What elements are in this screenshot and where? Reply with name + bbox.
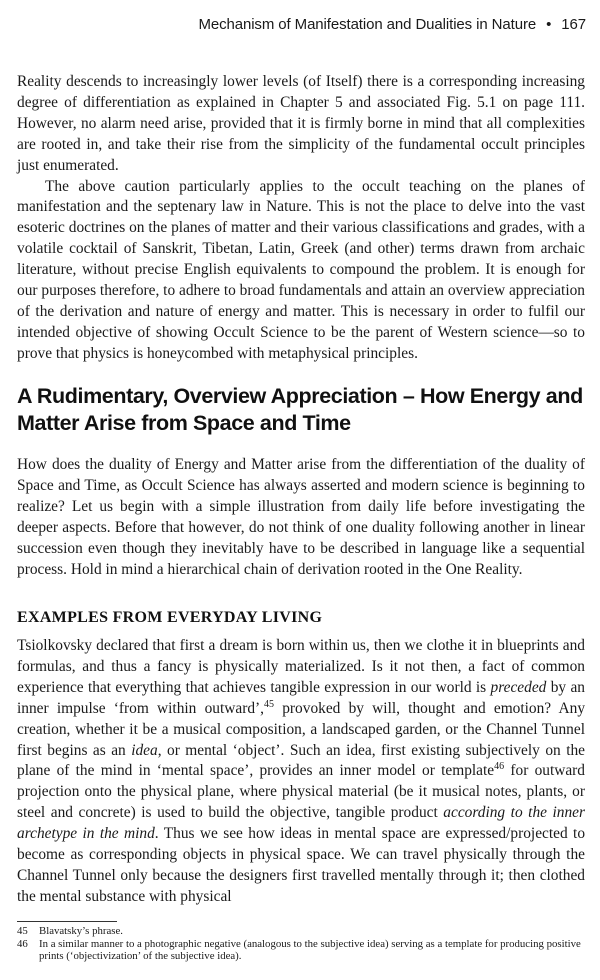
footnote-number: 46 [17,937,28,950]
footnotes [17,925,585,963]
section-intro [17,455,585,580]
opening-paragraphs [17,72,585,365]
footnote-text: Blavatsky’s phrase. [39,925,123,937]
examples-section [17,636,585,908]
running-head-bullet: • [546,16,552,33]
emphasis-idea: idea [131,741,158,759]
paragraph-duality: How does the duality of Energy and Matter arise from the differentiation of the duality of Space and Time, as Occult Science has always asserted and modern science is beginning to realize? Let us begin with a simple illustration from daily life before investigating the deeper aspects. Before that however, do not think of one duality following another in linear succession even though they inevitably have to be described in language like a sequential process. Hold in mind a hierarchical chain of derivation rooted in the One Reality. [17,456,585,578]
emphasis-preceded: preceded [490,678,547,696]
running-header [18,16,586,33]
footnote-divider [17,921,117,922]
paragraph-examples [17,636,585,908]
paragraph-continued: Reality descends to increasingly lower levels (of Itself) there is a corresponding increasing degree of differentiation as explained in Chapter 5 and associated Fig. 5.1 on page 111. However, no alarm need arise, provided that it is firmly borne in mind that all complexities are rooted in, and take their rise from the simplicity of the fundamental occult principles just enumerated. [17,73,585,174]
paragraph-caution: The above caution particularly applies to the occult teaching on the planes of manifestation and the septenary law in Nature. This is not the place to delve into the vast esoteric doctrines on the planes of matter and their various classifications and grades, with a volatile cocktail of Sanskrit, Tibetan, Latin, Greek (and other) terms drawn from archaic literature, without precise English equivalents to compound the problem. It is enough for our purposes therefore, to adhere to broad fundamentals and attain an overview appreciation of the derivation and nature of energy and matter. This is necessary in order to fulfil our intended objective of showing Occult Science to be the parent of Western science—so to prove that physics is honeycombed with metaphysical principles. [17,177,585,362]
page-number: 167 [561,16,586,33]
footnote-ref-46[interactable]: 46 [494,761,505,773]
text-run: . Thus we see how ideas in mental space are expressed/projected to become as corresponding objects in physical space. We can travel physically through the Channel Tunnel only because the designers first travelled mentally through it; then clothed the mental substance with physical [17,825,586,905]
footnote-number: 45 [17,925,28,937]
footnote-45 [17,925,585,938]
running-head-title: Mechanism of Manifestation and Dualities in Nature [198,16,537,33]
emphasis-archetype: according to the inner archetype in the mind [17,804,585,843]
text-run: for outward projection onto the physical plane, where physical material (be it musical notes, plants, or steel and concrete) is used to build the objective, tangible product [17,762,585,822]
text-run: provoked by will, thought and emotion? Any creation, whether it be a musical composition, a landscaped garden, or the Channel Tunnel first begins as an [17,699,586,759]
section-heading: A Rudimentary, Overview Appreciation – How Energy and Matter Arise from Space and Time [17,384,583,435]
subsection-heading: EXAMPLES FROM EVERYDAY LIVING [17,609,323,626]
footnote-46 [17,938,585,963]
text-run: , or mental ‘object’. Such an idea, first existing subjectively on the plane of the mind in ‘mental space’, provides an inner model or template [17,741,585,780]
text-run: Tsiolkovsky declared that first a dream is born within us, then we clothe it in blueprints and formulas, and thus a fancy is physically materialized. Is it not then, a fact of common experience that everything that achieves tangible expression in our world is [17,637,585,696]
footnote-text: In a similar manner to a photographic negative (analogous to the subjective idea) serving as a template for producing positive prints (‘objectivization’ of the subjective idea). [39,937,581,962]
text-run: by an inner impulse ‘from within outward’, [17,678,585,717]
footnote-ref-45[interactable]: 45 [264,698,275,710]
